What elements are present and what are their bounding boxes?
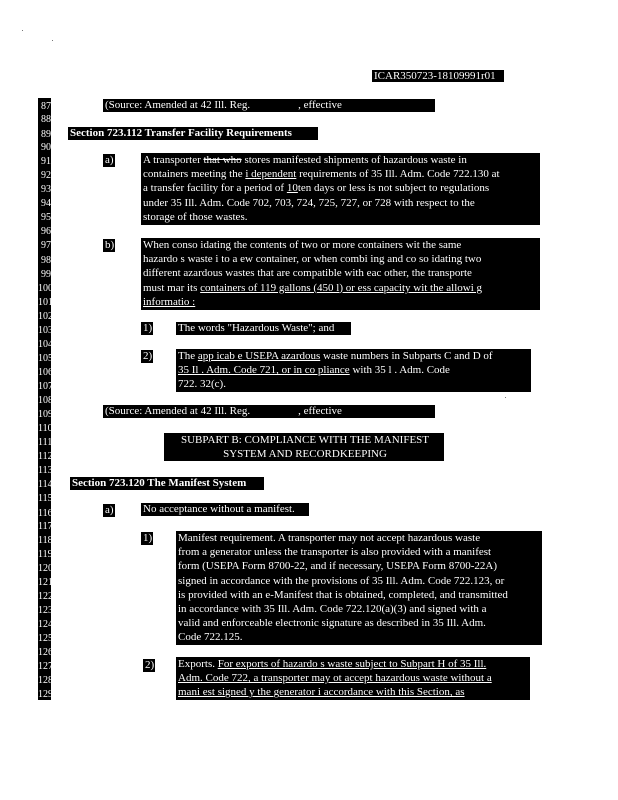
line-number: 113 <box>38 465 53 476</box>
line-number: 87 <box>41 101 51 112</box>
line-number: 100 <box>38 283 53 294</box>
document-id: ICAR350723-18109991r01 <box>372 70 504 82</box>
line-number: 94 <box>41 198 51 209</box>
item-b2-text: The app icab e USEPA azardous waste numbers in Subparts C and D of 35 Il . Adm. Code 721, or in co pliance with 35 l . Adm. Code 722. 32(c). <box>176 349 531 392</box>
line-number: 121 <box>38 577 53 588</box>
line-number: 123 <box>38 605 53 616</box>
text-line: valid and enforceable electronic signature as described in 35 Ill. Adm. <box>178 617 486 630</box>
inserted-text: 35 Il . Adm. Code 721, or in co pliance <box>178 364 350 377</box>
source-note-effective: , effective <box>298 99 342 111</box>
inserted-text: Adm. Code 722, a transporter may ot accept hazardous waste without a <box>178 672 492 685</box>
line-number: 107 <box>38 381 53 392</box>
line-number: 90 <box>41 142 51 153</box>
para-label-a: a) <box>105 154 114 166</box>
line-number: 109 <box>38 409 53 420</box>
inserted-text: app icab e USEPA azardous <box>197 350 321 362</box>
line-number: 96 <box>41 226 51 237</box>
subpart-heading: SUBPART B: COMPLIANCE WITH THE MANIFEST SYSTEM AND RECORDKEEPING <box>164 433 444 461</box>
line-number: 127 <box>38 661 53 672</box>
inserted-text: 10 <box>286 182 298 195</box>
line-number: 101 <box>38 297 53 308</box>
line-number: 120 <box>38 563 53 574</box>
line-number: 110 <box>38 423 53 434</box>
line-number: 115 <box>38 493 53 504</box>
line-number: 99 <box>41 269 51 280</box>
item-120-a2-text: Exports. For exports of hazardo s waste subject to Subpart H of 35 Ill. Adm. Code 722, a transporter may ot accept hazardous waste without a mani est signed y the generator i accordance with this Section, as <box>176 657 530 700</box>
line-number: 125 <box>38 633 53 644</box>
source-note-prefix: (Source: Amended at 42 Ill. Reg. <box>105 405 251 417</box>
scan-speck <box>22 30 23 31</box>
text-line: from a generator unless the transporter is also provided with a manifest <box>178 546 492 559</box>
line-number: 104 <box>38 339 53 350</box>
source-note-close: ) <box>459 405 464 417</box>
item-label-120-a1: 1) <box>143 532 153 544</box>
inserted-text: informatio : <box>143 295 196 308</box>
line-number: 116 <box>38 508 53 519</box>
inserted-text: mani est signed y the generator i accordance with this Section, as <box>178 686 465 699</box>
line-number: 124 <box>38 619 53 630</box>
line-number: 126 <box>38 647 53 658</box>
para-b-text: When conso idating the contents of two or more containers wit the same hazardo s waste i to a ew container, or when combi ing and co so idating two different azardous wastes that are compatible with eac other, the transporte must mar its containers of 119 gallons (450 l) or ess capacity wit the allowi g informatio : <box>141 238 540 310</box>
scan-speck <box>505 397 506 398</box>
scan-speck <box>52 40 53 41</box>
line-number: 88 <box>41 114 51 125</box>
item-label-b1: 1) <box>143 322 153 334</box>
text-line: is provided with an e-Manifest that is obtained, completed, and transmitted <box>178 588 508 601</box>
item-label-b2: 2) <box>143 350 153 362</box>
inserted-text: i dependent <box>245 168 297 181</box>
inserted-text: For exports of hazardo s waste subject to Subpart H of 35 Ill. <box>217 658 487 670</box>
text-line: signed in accordance with the provisions of 35 Ill. Adm. Code 722.123, or <box>178 574 505 587</box>
line-number: 118 <box>38 535 53 546</box>
line-number: 114 <box>38 479 53 490</box>
source-note <box>103 99 464 112</box>
item-b1-text: The words "Hazardous Waste"; and <box>176 322 351 335</box>
text-line: form (USEPA Form 8700-22, and if necessary, USEPA Form 8700-22A) <box>178 560 497 573</box>
line-number: 106 <box>38 367 53 378</box>
item-120-a1-text <box>176 531 542 645</box>
source-note-effective: , effective <box>298 405 342 417</box>
line-number: 95 <box>41 212 51 223</box>
struck-text: that who <box>203 154 242 166</box>
para-label-b: b) <box>105 239 115 251</box>
source-note-close: ) <box>459 99 464 111</box>
inserted-text: containers of 119 gallons (450 l) or ess capacity wit the allowi g <box>200 281 482 294</box>
line-number: 102 <box>38 311 53 322</box>
para-a-text: A transporter that who stores manifested shipments of hazardous waste in containers meeting the i dependent requirements of 35 Ill. Adm. Code 722.130 at a transfer facility for a period of 10ten days or less is not subject to regulations under 35 Ill. Adm. Code 702, 703, 724, 725, 727, or 728 with respect to the storage of those wastes. <box>141 153 540 225</box>
line-number: 122 <box>38 591 53 602</box>
text-line: in accordance with 35 Ill. Adm. Code 722.120(a)(3) and signed with a <box>178 603 487 616</box>
para-label-120-a: a) <box>105 504 114 516</box>
source-note <box>103 405 464 418</box>
section-heading-723-120: Section 723.120 The Manifest System <box>70 477 264 490</box>
line-number: 112 <box>38 451 53 462</box>
line-number: 129 <box>38 689 53 700</box>
line-number: 117 <box>38 521 53 532</box>
line-number: 103 <box>38 325 53 336</box>
line-number: 111 <box>38 437 53 448</box>
item-label-120-a2: 2) <box>145 659 155 671</box>
line-number: 128 <box>38 675 53 686</box>
line-number: 93 <box>41 184 51 195</box>
text-line: Code 722.125. <box>178 631 243 644</box>
line-number: 92 <box>41 170 51 181</box>
line-number: 91 <box>41 156 51 167</box>
line-number: 97 <box>41 240 51 251</box>
source-note-prefix: (Source: Amended at 42 Ill. Reg. <box>105 99 251 111</box>
text-line: Manifest requirement. A transporter may not accept hazardous waste <box>178 532 481 544</box>
line-number: 89 <box>41 129 51 140</box>
line-number: 119 <box>38 549 53 560</box>
section-heading-723-112: Section 723.112 Transfer Facility Requirements <box>68 127 318 140</box>
line-number: 108 <box>38 395 53 406</box>
line-number: 98 <box>41 255 51 266</box>
para-120-a-text: No acceptance without a manifest. <box>141 503 309 516</box>
line-number: 105 <box>38 353 53 364</box>
